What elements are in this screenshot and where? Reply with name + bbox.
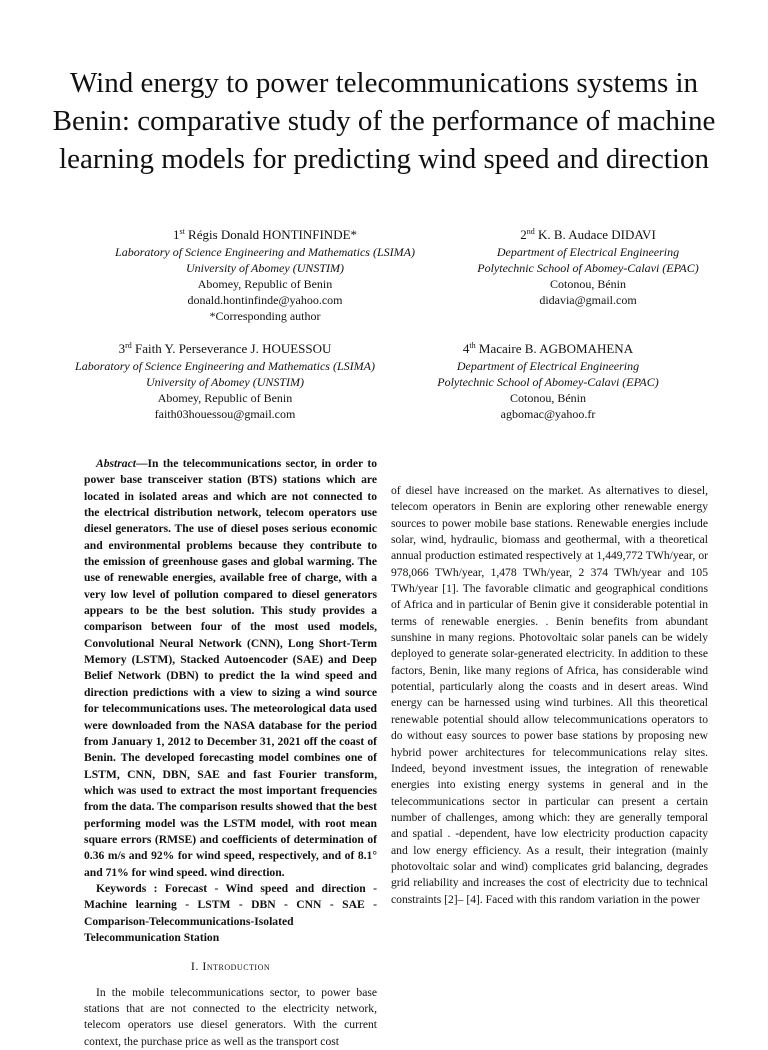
- author-block-1: [94, 226, 436, 324]
- abstract-lead: Abstract: [96, 457, 136, 470]
- author-name: 2nd K. B. Audace DIDAVI: [520, 227, 656, 242]
- right-column: [391, 483, 708, 908]
- author-affiliation: Polytechnic School of Abomey-Calavi (EPAC): [477, 261, 699, 275]
- author-email: agbomac@yahoo.fr: [500, 407, 596, 421]
- paper-title: Wind energy to power telecommunications systems in Benin: comparative study of the performance of machine learning models for predicting wind speed and direction: [52, 67, 716, 175]
- author-block-3: [54, 340, 396, 422]
- body-paragraph: of diesel have increased on the market. As alternatives to diesel, telecom operators in Benin are exploring other renewable energy sources to power mobile base stations. Renewable energies include solar, wind, hydraulic, biomass and geothermal, with a theoretical annual production estimated respectively at 1,449,772 TWh/year, or 978,066 TWh/year, 1,478 TWh/year, 2 374 TWh/year and 105 TWh/year [1]. The favorable climatic and geographical conditions of Africa and in particular of Benin give it considerable potential in terms of renewable energies. . Benin benefits from abundant sunshine in many regions. Photovoltaic solar panels can be widely deployed to generate solar-generated electricity. In addition to these factors, Benin, like many regions of Africa, has considerable wind potential, particularly along the coasts and in desert areas. Wind energy can be harnessed using wind turbines. All this theoretical renewable potential should allow telecommunications operators to do without easy sources to power base stations by proposing new hybrid power architectures for telecommunications relay sites. Indeed, beyond investment issues, the integration of renewable energies into existing energy systems in general and in the telecommunications sector in particular can present a certain number of challenges, among which: they are generally temporal and spatial . -dependent, have low electricity production capacity and low energy efficiency. As a result, their integration (mainly photovoltaic solar and wind) complicates grid balancing, degrades grid reliability and increases the cost of electricity due to technical constraints [2]– [4]. Faced with this random variation in the power: [391, 484, 708, 906]
- keywords: Keywords : Forecast - Wind speed and direction - Machine learning - LSTM - DBN - CNN - SAE - Comparison-Telecommunications-Isolated Telecommunication Station: [84, 881, 377, 944]
- author-name: 4th Macaire B. AGBOMAHENA: [462, 341, 634, 356]
- author-name: 1st Régis Donald HONTINFINDE*: [172, 227, 358, 242]
- author-affiliation: Department of Electrical Engineering: [456, 359, 640, 373]
- author-affiliation: Laboratory of Science Engineering and Mathematics (LSIMA): [75, 359, 375, 373]
- abstract-text: —In the telecommunications sector, in order to power base transceiver station (BTS) stations which are located in isolated areas and which are not connected to the electrical distribution network, telecom operators use diesel generators. The use of diesel poses serious economic and environmental problems because they contribute to the emission of greenhouse gases and global warming. The use of renewable energies, available free of charge, with a very low level of pollution compared to diesel generators appears to be the best solution. This study provides a comparison between four of the most used models, Convolutional Neural Network (CNN), Long Short-Term Memory (LSTM), Stacked Autoencoder (SAE) and Deep Belief Network (DBN) to predict the la wind speed and direction predictions with a view to sizing a wind source for telecommunications uses. The meteorological data used were downloaded from the NASA database for the period from January 1, 2012 to December 31, 2021 off the coast of Benin. The developed forecasting model combines one of LSTM, CNN, DBN, SAE and fast Fourier transform, which was used to extract the most important frequencies from the data. The comparison results showed that the best performing model was the LSTM model, with root mean square errors (RMSE) and coefficients of determination of 0.36 m/s and 92% for wind speed, respectively, and of 8.1° and 71% for wind speed. wind direction.: [84, 457, 377, 879]
- author-location: Abomey, Republic of Benin: [157, 391, 293, 405]
- abstract: [84, 456, 377, 881]
- author-affiliation: Polytechnic School of Abomey-Calavi (EPAC): [437, 375, 659, 389]
- author-email: faith03houessou@gmail.com: [154, 407, 296, 421]
- intro-paragraph: In the mobile telecommunications sector, to power base stations that are not connected to the electricity network, telecom operators use diesel generators. With the current context, the purchase price as well as the transport cost: [84, 985, 377, 1048]
- author-location: Cotonou, Bénin: [549, 277, 626, 291]
- author-block-2: [438, 226, 738, 308]
- author-name: 3rd Faith Y. Perseverance J. HOUESSOU: [118, 341, 332, 356]
- author-email: donald.hontinfinde@yahoo.com: [187, 293, 343, 307]
- author-location: Abomey, Republic of Benin: [197, 277, 333, 291]
- author-affiliation: University of Abomey (UNSTIM): [145, 375, 305, 389]
- left-column: [84, 456, 377, 1050]
- author-block-4: [398, 340, 698, 422]
- author-affiliation: University of Abomey (UNSTIM): [185, 261, 345, 275]
- section-heading: I. Introduction: [190, 959, 271, 974]
- author-location: Cotonou, Bénin: [509, 391, 586, 405]
- author-affiliation: Laboratory of Science Engineering and Mathematics (LSIMA): [115, 245, 415, 259]
- author-note: *Corresponding author: [209, 309, 321, 323]
- author-affiliation: Department of Electrical Engineering: [496, 245, 680, 259]
- author-email: didavia@gmail.com: [539, 293, 637, 307]
